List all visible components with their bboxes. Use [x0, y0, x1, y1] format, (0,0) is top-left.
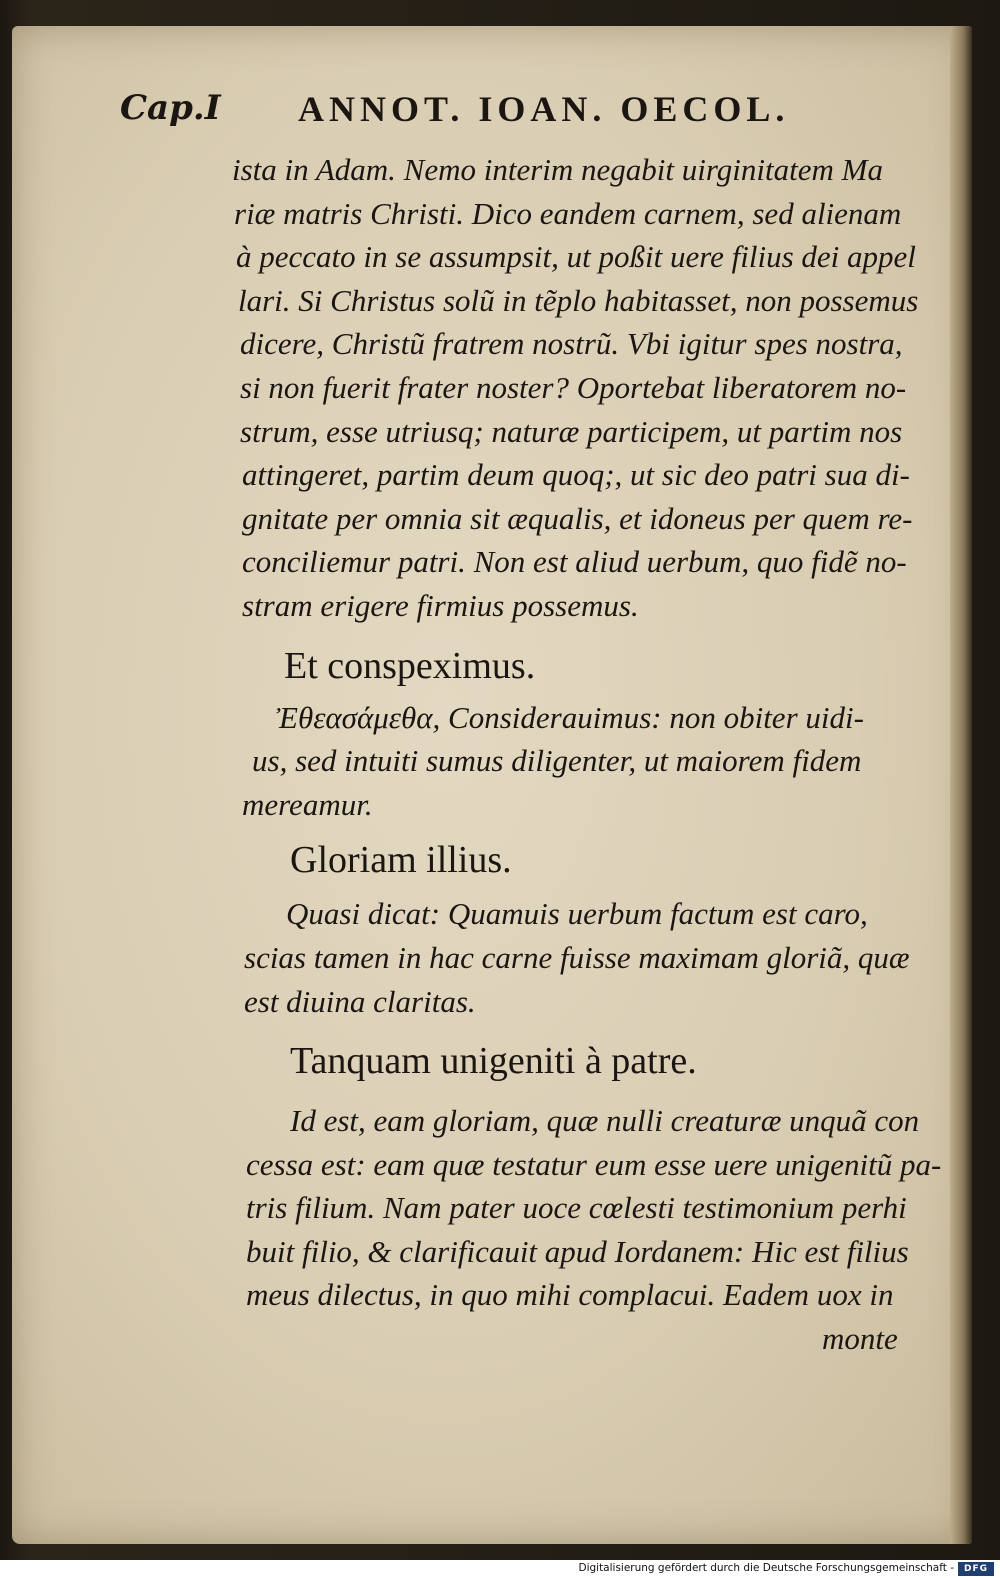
text-line: stram erigere firmius possemus.	[242, 587, 639, 623]
running-title: ANNOT. IOAN. OECOL.	[298, 89, 790, 129]
main-text	[232, 148, 942, 1361]
text-line: tris filium. Nam pater uoce cœlesti testimonium perhi	[246, 1190, 907, 1226]
text-line: Ἐθεασάμεθα, Considerauimus: non obiter uidi-	[276, 699, 864, 735]
text-line: gnitate per omnia sit æqualis, et idoneus per quem re-	[242, 500, 913, 536]
text-line: conciliemur patri. Non est aliud uerbum, quo fidẽ no-	[242, 544, 907, 580]
text-line: si non fuerit frater noster? Oportebat liberatorem no-	[240, 369, 907, 405]
text-line: strum, esse utriusq; naturæ participem, ut partim nos	[240, 413, 903, 449]
text-line: buit filio, & clarificauit apud Iordanem: Hic est filius	[246, 1233, 909, 1269]
text-line: us, sed intuiti sumus diligenter, ut maiorem fidem	[252, 743, 862, 779]
text-line: ista in Adam. Nemo interim negabit uirginitatem Ma	[232, 152, 883, 187]
page-header	[120, 84, 860, 140]
text-line: dicere, Christũ fratrem nostrũ. Vbi igitur spes nostra,	[240, 326, 903, 362]
chapter-marker: Cap.I	[120, 88, 221, 128]
text-line: cessa est: eam quæ testatur eum esse uere unigenitũ pa-	[246, 1146, 942, 1182]
text-line: meus dilectus, in quo mihi complacui. Eadem uox in	[246, 1277, 894, 1313]
text-line: Quasi dicat: Quamuis uerbum factum est caro,	[286, 896, 868, 932]
lemma-heading: Et conspeximus.	[284, 644, 536, 687]
lemma-heading: Tanquam unigeniti à patre.	[290, 1040, 697, 1083]
text-line: riæ matris Christi. Dico eandem carnem, sed alienam	[234, 195, 902, 231]
text-line: mereamur.	[242, 786, 373, 822]
text-line: à peccato in se assumpsit, ut poßit uere filius dei appel	[236, 239, 916, 275]
lemma-heading: Gloriam illius.	[290, 839, 512, 882]
page-edge	[950, 26, 972, 1544]
text-line: lari. Si Christus solũ in tẽplo habitasset, non possemus	[238, 282, 919, 318]
footer-credit: Digitalisierung gefördert durch die Deutsche Forschungsgemeinschaft -	[578, 1562, 954, 1574]
text-line: attingeret, partim deum quoq;, ut sic deo patri sua di-	[242, 457, 910, 493]
dfg-logo: DFG	[958, 1562, 994, 1576]
text-line: est diuina claritas.	[244, 983, 476, 1019]
text-line: Id est, eam gloriam, quæ nulli creaturæ unquã con	[290, 1103, 920, 1139]
catchword: monte	[822, 1321, 898, 1357]
text-line: scias tamen in hac carne fuisse maximam gloriã, quæ	[244, 939, 910, 975]
digitization-footer	[0, 1560, 1000, 1578]
